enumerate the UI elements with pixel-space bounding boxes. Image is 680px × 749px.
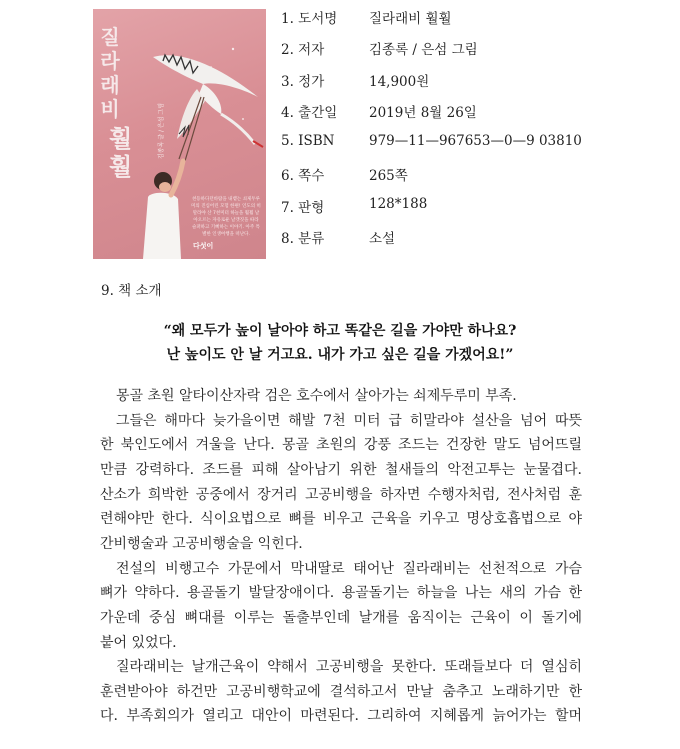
body-line: 만큼 강력하다. 조드를 피해 살아남기 위한 철새들의 악전고투는 눈물겹다. — [100, 462, 582, 478]
info-label: 4. 출간일 — [281, 105, 338, 121]
body-line: 붙어 있었다. — [100, 635, 177, 651]
body-line: 뼈가 약하다. 용골돌기 발달장애이다. 용골돌기는 하늘을 나는 새의 가슴 한 — [100, 585, 582, 601]
info-label: 3. 정가 — [281, 74, 325, 90]
info-label: 6. 쪽수 — [281, 168, 325, 184]
cover-title-char: 훨 — [109, 153, 133, 181]
cover-authors: 김종록 글 / 은섬 그림 — [158, 102, 165, 159]
cover-title-char: 훨 — [109, 125, 133, 153]
cover-title-char: 라 — [100, 49, 120, 73]
info-value: 2019년 8월 26일 — [369, 105, 477, 121]
quote-line: 난 높이도 안 날 거고요. 내가 가고 싶은 길을 가겠어요!” — [166, 347, 514, 363]
cover-title-char: 질 — [100, 25, 120, 49]
body-line: 몽골 초원 알타이산자락 검은 호수에서 살아가는 쇠제두루미 부족. — [116, 388, 517, 404]
book-cover-image — [93, 9, 266, 259]
info-label: 5. ISBN — [281, 133, 335, 149]
cover-blurb: 천등하다던바람을 내뱉는 쇠제두루미의 진심어린 모험 한편! 인도의 히말라야 산 7천미터 하늘을 훨훨 날아오르는 자유로운 날갯짓을 따라 슬퍼하고 기뻐하는 이야기. 아주 특별한 인생여행을 떠난다. — [191, 197, 261, 237]
info-label: 1. 도서명 — [281, 11, 338, 27]
body-line: 간비행술과 고공비행술을 익힌다. — [100, 536, 303, 552]
info-value: 소설 — [369, 231, 396, 247]
info-label: 8. 분류 — [281, 231, 325, 247]
cover-publisher: 다섯이 — [193, 242, 214, 250]
info-label: 7. 판형 — [281, 200, 325, 216]
info-value: 질라래비 훨훨 — [369, 11, 452, 27]
body-line: 련해야만 한다. 식이요법으로 뼈를 비우고 근육을 키우고 명상호흡법으로 야 — [100, 511, 582, 527]
info-value: 128*188 — [369, 196, 428, 212]
info-label: 2. 저자 — [281, 42, 325, 58]
body-line: 질라래비는 날개근육이 약해서 고공비행을 못한다. 또래들보다 더 열심히 — [116, 659, 582, 675]
section-title: 9. 책 소개 — [101, 283, 162, 299]
body-line: 그들은 해마다 늦가을이면 해발 7천 미터 급 히말라야 설산을 넘어 따뜻 — [116, 413, 582, 429]
info-value: 14,900원 — [369, 74, 430, 90]
info-value: 김종록 / 은섬 그림 — [369, 42, 478, 58]
body-line: 전설의 비행고수 가문에서 막내딸로 태어난 질라래비는 선천적으로 가슴 — [116, 561, 582, 577]
body-line: 훈련받아야 하건만 고공비행학교에 결석하고서 만날 춤추고 노래하기만 한 — [100, 684, 582, 700]
cover-title-char: 래 — [100, 73, 120, 97]
info-value: 265쪽 — [369, 168, 408, 184]
body-line: 산소가 희박한 공중에서 장거리 고공비행을 하자면 수행자처럼, 전사처럼 훈 — [100, 487, 582, 503]
body-line: 가운데 중심 뼈대를 이루는 돌출부인데 날개를 움직이는 근육이 이 돌기에 — [100, 610, 582, 626]
cover-title-char: 비 — [100, 97, 120, 121]
body-line: 한 북인도에서 겨울을 난다. 몽골 초원의 강풍 조드는 건장한 말도 넘어뜨릴 — [100, 437, 582, 453]
info-value: 979—11—967653—0—9 03810 — [369, 133, 582, 149]
quote-line: “왜 모두가 높이 날아야 하고 똑같은 길을 가야만 하나요? — [163, 323, 517, 339]
body-line: 다. 부족회의가 열리고 대안이 마련된다. 그리하여 지혜롭게 늙어가는 할머 — [100, 708, 582, 724]
